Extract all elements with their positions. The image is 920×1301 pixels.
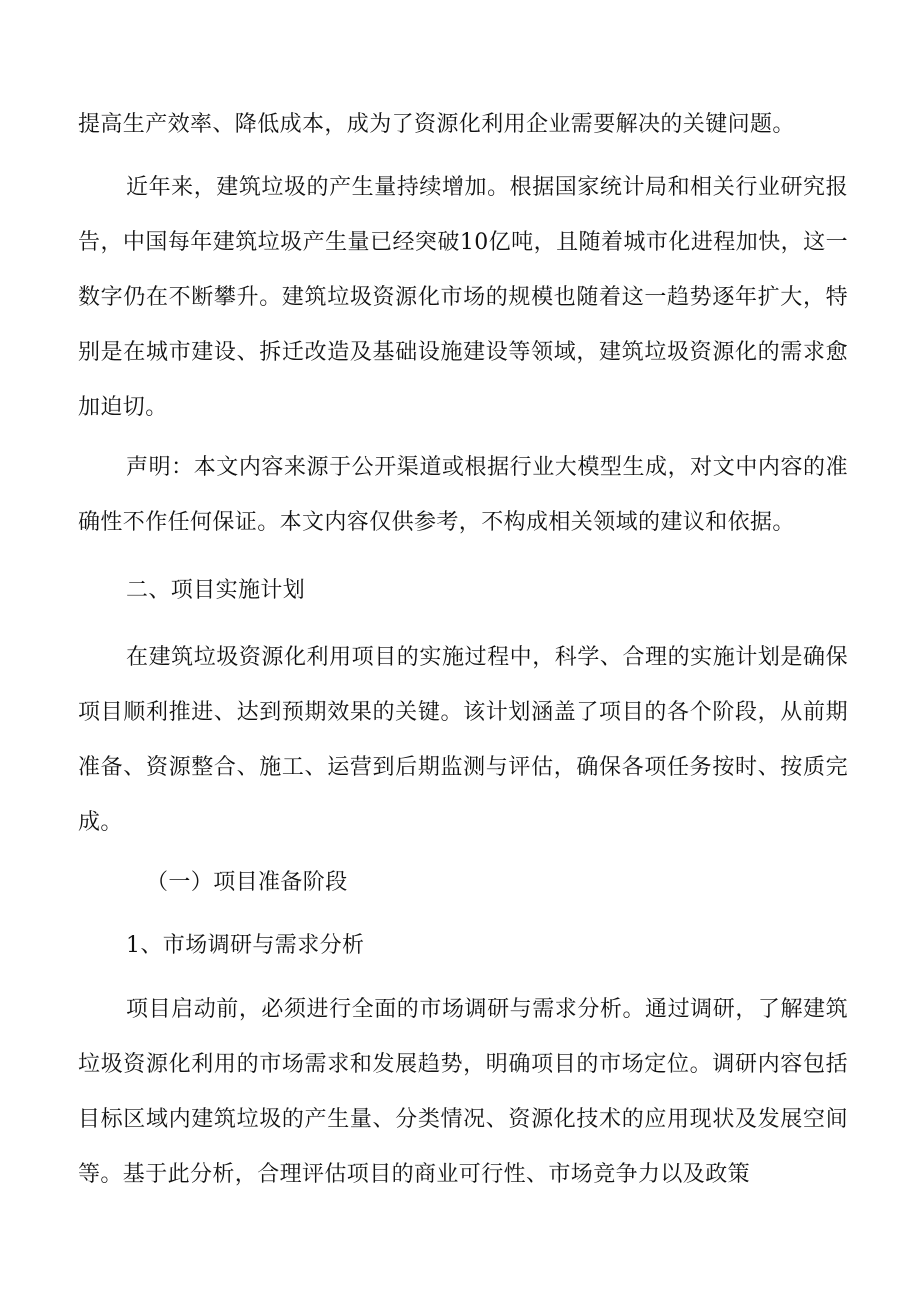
subsection-heading: （一）项目准备阶段 — [146, 870, 348, 895]
paragraph-market-research: 项目启动前，必须进行全面的市场调研与需求分析。通过调研，了解建筑垃圾资源化利用的市场需求和发展趋势，明确项目的市场定位。调研内容包括目标区域内建筑垃圾的产生量、分类情况、资源化技术的应用现状及发展空间等。基于此分析，合理评估项目的商业可行性、市场竞争力以及政策 — [78, 997, 848, 1187]
paragraph-market-growth: 近年来，建筑垃圾的产生量持续增加。根据国家统计局和相关行业研究报告，中国每年建筑垃圾产生量已经突破10亿吨，且随着城市化进程加快，这一数字仍在不断攀升。建筑垃圾资源化市场的规模也随着这一趋势逐年扩大，特别是在城市建设、拆迁改造及基础设施建设等领域，建筑垃圾资源化的需求愈加迫切。 — [78, 175, 848, 420]
paragraph-implementation-plan: 在建筑垃圾资源化利用项目的实施过程中，科学、合理的实施计划是确保项目顺利推进、达到预期效果的关键。该计划涵盖了项目的各个阶段，从前期准备、资源整合、施工、运营到后期监测与评估，确保各项任务按时、按质完成。 — [78, 645, 848, 835]
paragraph-continuation: 提高生产效率、降低成本，成为了资源化利用企业需要解决的关键问题。 — [78, 112, 795, 137]
section-heading: 二、项目实施计划 — [126, 578, 306, 603]
item-heading: 1、市场调研与需求分析 — [126, 933, 365, 958]
disclaimer-paragraph: 声明：本文内容来源于公开渠道或根据行业大模型生成，对文中内容的准确性不作任何保证。本文内容仅供参考，不构成相关领域的建议和依据。 — [78, 455, 848, 535]
